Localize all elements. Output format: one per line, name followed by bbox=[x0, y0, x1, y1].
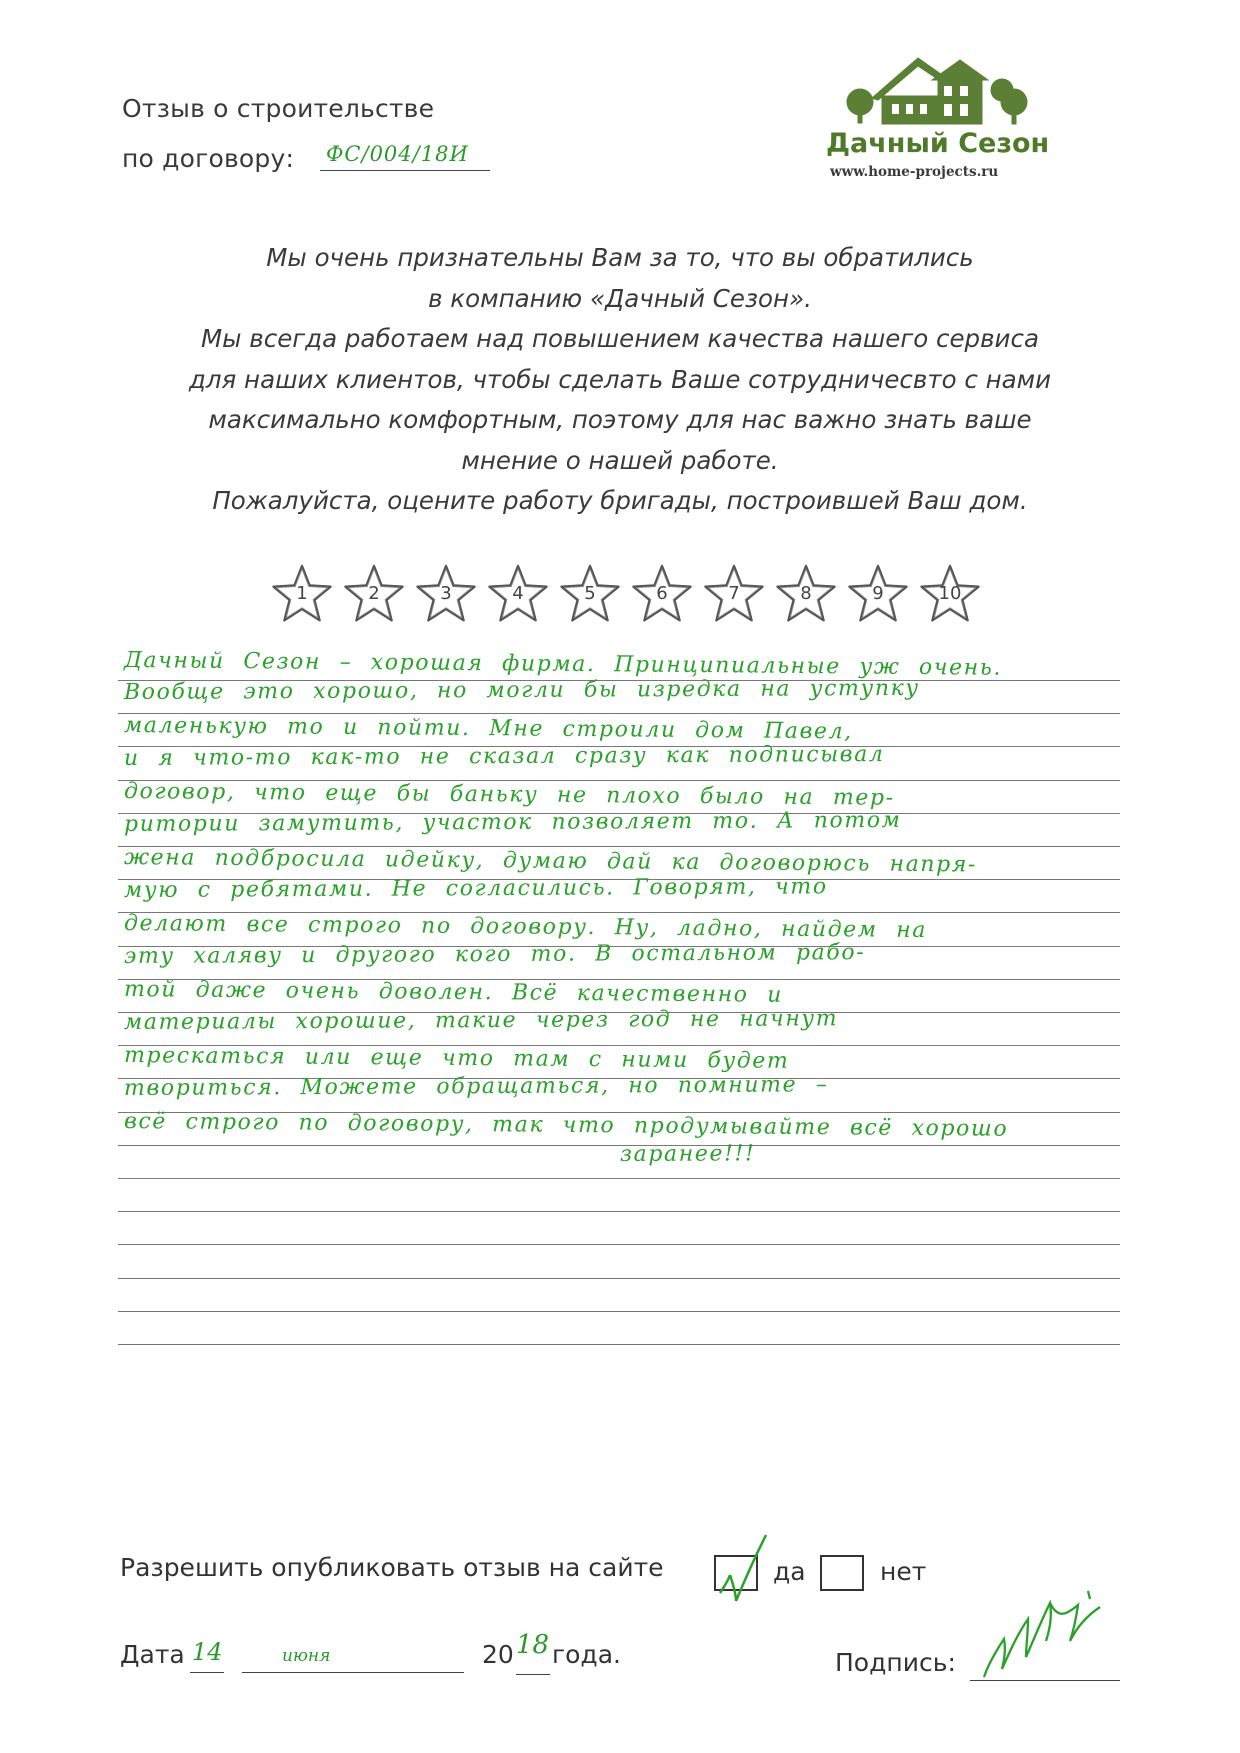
signature-label: Подпись: bbox=[835, 1648, 956, 1677]
review-line: твориться. Можете обращаться, но помните – bbox=[123, 1072, 829, 1101]
date-year-suffix: 18 bbox=[516, 1630, 550, 1660]
publish-yes-checkbox[interactable] bbox=[714, 1555, 758, 1591]
star-number: 10 bbox=[938, 583, 962, 604]
rating-star-2[interactable] bbox=[342, 562, 406, 626]
star-number: 5 bbox=[584, 583, 596, 604]
logo-company-name: Дачный Сезон bbox=[826, 128, 1050, 159]
ruled-line bbox=[118, 1178, 1120, 1179]
review-line: маленькую то и пойти. Мне строили дом Павел, bbox=[123, 713, 853, 745]
review-line: той даже очень доволен. Всё качественно и bbox=[123, 977, 784, 1008]
date-month: июня bbox=[282, 1646, 331, 1666]
review-line: делают все строго по договору. Ну, ладно, найдем на bbox=[123, 911, 928, 944]
publish-yes-label: да bbox=[773, 1557, 806, 1586]
star-rating bbox=[270, 562, 990, 632]
handwritten-signature bbox=[978, 1585, 1108, 1695]
review-line: Дачный Сезон – хорошая фирма. Принципиальные уж очень. bbox=[123, 648, 1003, 681]
rating-star-6[interactable] bbox=[630, 562, 694, 626]
star-number: 1 bbox=[296, 583, 308, 604]
review-line: и я что-то как-то не сказал сразу как подписывал bbox=[123, 742, 885, 771]
date-day: 14 bbox=[192, 1638, 223, 1666]
review-line: материалы хорошие, такие через год не начнут bbox=[123, 1006, 839, 1035]
date-year-field bbox=[516, 1630, 550, 1675]
ruled-line bbox=[118, 1311, 1120, 1312]
intro-line: Мы всегда работаем над повышением качества нашего сервиса bbox=[201, 324, 1039, 353]
intro-line: для наших клиентов, чтобы сделать Ваше сотрудничесвто с нами bbox=[188, 364, 1052, 394]
ruled-line bbox=[118, 1244, 1120, 1245]
review-line: всё строго по договору, так что продумывайте всё хорошо bbox=[123, 1109, 1009, 1142]
rating-star-8[interactable] bbox=[774, 562, 838, 626]
rating-star-10[interactable] bbox=[918, 562, 982, 626]
rating-star-1[interactable] bbox=[270, 562, 334, 626]
star-number: 6 bbox=[656, 583, 668, 604]
company-logo bbox=[820, 50, 1060, 190]
ruled-line bbox=[118, 1344, 1120, 1345]
intro-text bbox=[100, 238, 1140, 522]
ruled-line bbox=[118, 1278, 1120, 1279]
contract-label: по договору: bbox=[122, 144, 295, 173]
contract-number: ФС/004/18И bbox=[326, 142, 469, 166]
logo-website: www.home-projects.ru bbox=[830, 164, 999, 180]
star-number: 8 bbox=[800, 583, 812, 604]
checkmark-icon bbox=[710, 1531, 770, 1611]
publish-no-label: нет bbox=[880, 1557, 927, 1586]
intro-line: в компанию «Дачный Сезон». bbox=[428, 283, 812, 313]
review-line: ритории замутить, участок позволяет то. А потом bbox=[123, 807, 902, 837]
review-line: жена подбросила идейку, думаю дай ка договорюсь напря- bbox=[123, 845, 978, 878]
publish-label: Разрешить опубликовать отзыв на сайте bbox=[120, 1553, 664, 1582]
star-number: 7 bbox=[728, 583, 740, 604]
review-line: мую с ребятами. Не согласились. Говорят, что bbox=[123, 874, 828, 903]
date-day-field bbox=[190, 1638, 224, 1673]
intro-line: Пожалуйста, оцените работу бригады, построившей Ваш дом. bbox=[212, 486, 1028, 515]
house-logo-icon bbox=[820, 50, 1060, 125]
rating-star-4[interactable] bbox=[486, 562, 550, 626]
star-number: 2 bbox=[368, 583, 380, 604]
star-number: 3 bbox=[440, 583, 452, 604]
rating-star-7[interactable] bbox=[702, 562, 766, 626]
date-year-prefix: 20 bbox=[482, 1640, 514, 1669]
review-line: трескаться или еще что там с ними будет bbox=[123, 1043, 790, 1074]
review-title: Отзыв о строительстве bbox=[122, 94, 435, 123]
intro-line: Мы очень признательны Вам за то, что вы обратились bbox=[266, 243, 974, 272]
review-line: договор, что еще бы баньку не плохо было на тер- bbox=[123, 779, 895, 811]
date-year-word: года. bbox=[552, 1640, 621, 1669]
intro-line: мнение о нашей работе. bbox=[461, 445, 779, 475]
contract-field bbox=[320, 142, 490, 171]
rating-star-5[interactable] bbox=[558, 562, 622, 626]
star-number: 4 bbox=[512, 583, 524, 604]
review-line: заранее!!! bbox=[619, 1141, 756, 1167]
date-label: Дата bbox=[120, 1640, 185, 1669]
rating-star-9[interactable] bbox=[846, 562, 910, 626]
publish-no-checkbox[interactable] bbox=[820, 1555, 864, 1591]
review-line: Вообще это хорошо, но могли бы изредка на уступку bbox=[123, 675, 920, 705]
star-number: 9 bbox=[872, 583, 884, 604]
date-month-field bbox=[242, 1648, 464, 1673]
rating-star-3[interactable] bbox=[414, 562, 478, 626]
intro-line: максимально комфортным, поэтому для нас важно знать ваше bbox=[208, 405, 1032, 434]
ruled-line bbox=[118, 1211, 1120, 1212]
review-line: эту халяву и другого кого то. В остальном рабо- bbox=[123, 940, 866, 969]
